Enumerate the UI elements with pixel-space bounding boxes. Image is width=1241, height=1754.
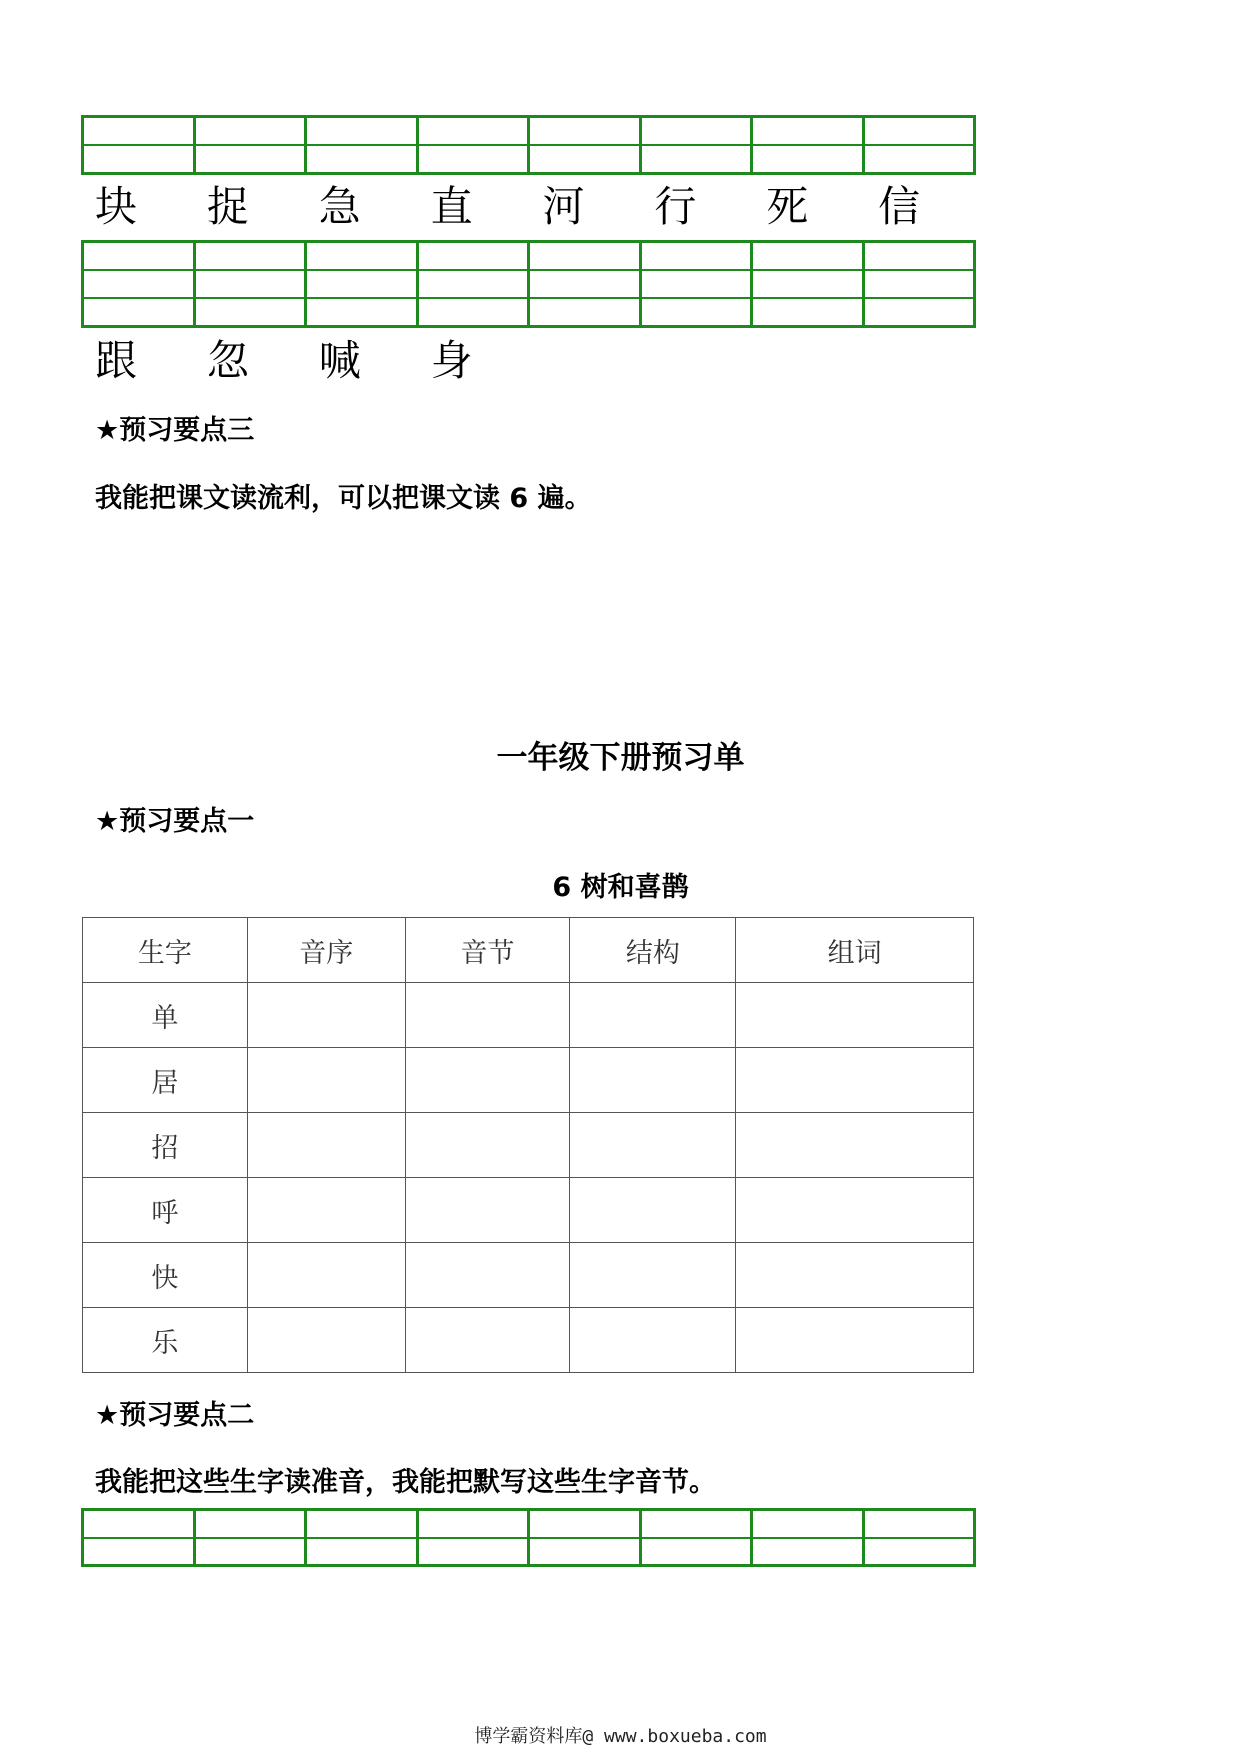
table-row (83, 1243, 974, 1308)
character-cell: 呼 (83, 1178, 248, 1243)
answer-cell[interactable] (405, 1048, 570, 1113)
footer-watermark: 博学霸资料库@ www.boxueba.com (474, 1726, 767, 1747)
character: 跟 (95, 336, 138, 385)
answer-cell[interactable] (736, 983, 974, 1048)
character: 信 (878, 182, 921, 231)
character: 急 (318, 182, 361, 231)
answer-cell[interactable] (247, 1308, 405, 1373)
table-row (83, 983, 974, 1048)
point2-heading: ★预习要点二 (95, 1400, 255, 1431)
pinyin-cell[interactable] (862, 115, 977, 175)
header-cell: 音序 (247, 918, 405, 983)
character-cell: 乐 (83, 1308, 248, 1373)
answer-cell[interactable] (405, 1243, 570, 1308)
character-cell: 单 (83, 983, 248, 1048)
pinyin-cell[interactable] (527, 240, 642, 328)
pinyin-cell[interactable] (527, 115, 642, 175)
character: 忽 (206, 336, 249, 385)
answer-cell[interactable] (570, 1178, 736, 1243)
answer-cell[interactable] (736, 1113, 974, 1178)
pinyin-cell[interactable] (862, 1508, 977, 1567)
answer-cell[interactable] (247, 1178, 405, 1243)
pinyin-cell[interactable] (193, 115, 308, 175)
pinyin-cell[interactable] (862, 240, 977, 328)
answer-cell[interactable] (405, 1113, 570, 1178)
pinyin-grid-3 (81, 1508, 976, 1567)
point3-heading: ★预习要点三 (95, 415, 255, 446)
pinyin-cell[interactable] (81, 240, 196, 328)
pinyin-cell[interactable] (639, 115, 754, 175)
character: 河 (542, 182, 585, 231)
answer-cell[interactable] (247, 1113, 405, 1178)
answer-cell[interactable] (736, 1178, 974, 1243)
character-cell: 快 (83, 1243, 248, 1308)
character-row-2 (81, 336, 976, 386)
pinyin-cell[interactable] (304, 115, 419, 175)
point1-heading: ★预习要点一 (95, 806, 255, 837)
answer-cell[interactable] (570, 983, 736, 1048)
header-cell: 生字 (83, 918, 248, 983)
table-row (83, 1048, 974, 1113)
pinyin-cell[interactable] (750, 240, 865, 328)
answer-cell[interactable] (570, 1048, 736, 1113)
pinyin-cell[interactable] (193, 1508, 308, 1567)
lesson-title: 6 树和喜鹊 (552, 872, 689, 903)
character: 直 (430, 182, 473, 231)
point3-text: 我能把课文读流利，可以把课文读 6 遍。 (95, 483, 592, 514)
character-cell: 居 (83, 1048, 248, 1113)
character: 行 (654, 182, 697, 231)
character: 捉 (206, 182, 249, 231)
answer-cell[interactable] (247, 983, 405, 1048)
pinyin-cell[interactable] (527, 1508, 642, 1567)
answer-cell[interactable] (247, 1048, 405, 1113)
answer-cell[interactable] (570, 1243, 736, 1308)
answer-cell[interactable] (405, 1178, 570, 1243)
pinyin-grid-2 (81, 240, 976, 328)
pinyin-cell[interactable] (639, 1508, 754, 1567)
character-cell: 招 (83, 1113, 248, 1178)
pinyin-cell[interactable] (304, 1508, 419, 1567)
pinyin-cell[interactable] (416, 1508, 531, 1567)
table-row (83, 1308, 974, 1373)
answer-cell[interactable] (570, 1113, 736, 1178)
table-row (83, 1178, 974, 1243)
character: 块 (95, 182, 138, 231)
header-cell: 音节 (405, 918, 570, 983)
table-header-row (83, 918, 974, 983)
answer-cell[interactable] (247, 1243, 405, 1308)
new-characters-table (82, 917, 974, 1373)
pinyin-cell[interactable] (416, 240, 531, 328)
character: 喊 (318, 336, 361, 385)
answer-cell[interactable] (405, 1308, 570, 1373)
pinyin-cell[interactable] (750, 115, 865, 175)
pinyin-cell[interactable] (81, 1508, 196, 1567)
character: 身 (430, 336, 473, 385)
answer-cell[interactable] (405, 983, 570, 1048)
answer-cell[interactable] (570, 1308, 736, 1373)
pinyin-cell[interactable] (416, 115, 531, 175)
pinyin-cell[interactable] (81, 115, 196, 175)
pinyin-grid-1 (81, 115, 976, 175)
pinyin-cell[interactable] (639, 240, 754, 328)
header-cell: 组词 (736, 918, 974, 983)
table-row (83, 1113, 974, 1178)
point2-text: 我能把这些生字读准音，我能把默写这些生字音节。 (95, 1467, 716, 1498)
pinyin-cell[interactable] (750, 1508, 865, 1567)
character-row-1 (81, 182, 976, 232)
character: 死 (766, 182, 809, 231)
pinyin-cell[interactable] (193, 240, 308, 328)
answer-cell[interactable] (736, 1048, 974, 1113)
answer-cell[interactable] (736, 1243, 974, 1308)
pinyin-cell[interactable] (304, 240, 419, 328)
worksheet-title: 一年级下册预习单 (496, 740, 745, 776)
answer-cell[interactable] (736, 1308, 974, 1373)
header-cell: 结构 (570, 918, 736, 983)
